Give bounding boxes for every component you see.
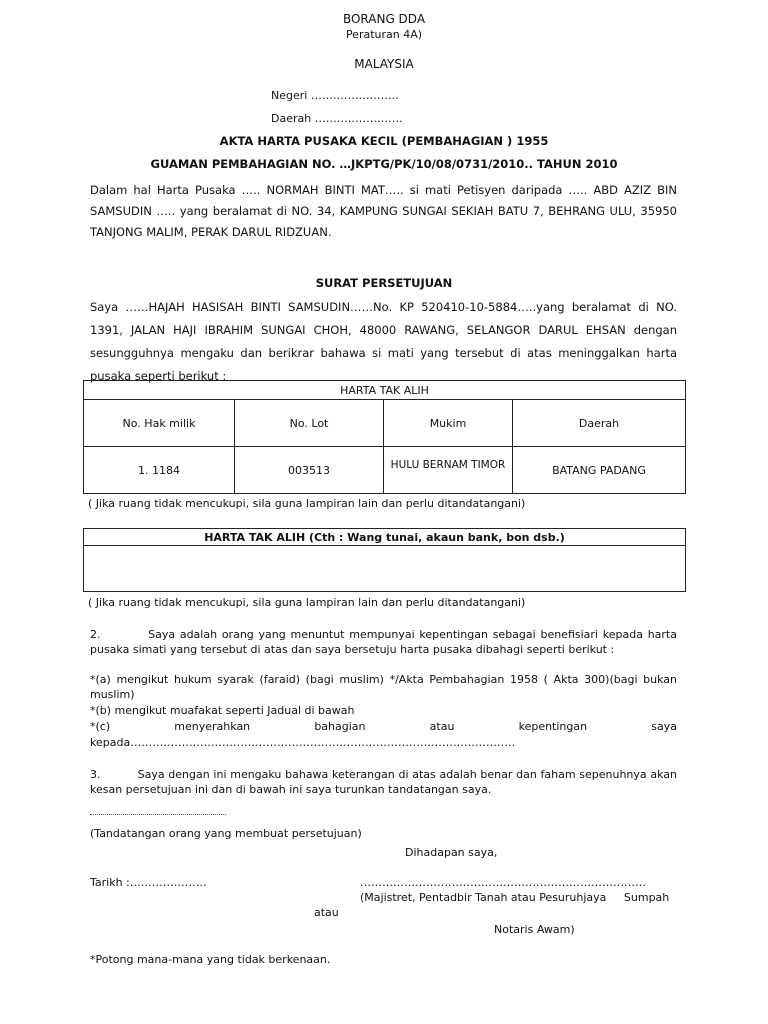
witness-title: (Majistret, Pentadbir Tanah atau Pesuruhjaya Sumpah — [360, 891, 670, 904]
regulation-ref: Peraturan 4A) — [345, 28, 423, 41]
act-title: AKTA HARTA PUSAKA KECIL (PEMBAHAGIAN ) 1955 — [219, 134, 549, 148]
country-title: MALAYSIA — [354, 57, 414, 71]
option-c-tail: kepada…………………………………………………………………………………………… — [90, 736, 516, 749]
header-daerah: Daerah — [513, 400, 686, 447]
option-c-line — [90, 720, 677, 733]
before-me-text: Dihadapan saya, — [405, 846, 498, 859]
witness-signature-dots: …………………………………………………………………… — [360, 876, 646, 889]
immovable-table-note: ( Jika ruang tidak mencukupi, sila guna lampiran lain dan perlu ditandatangani) — [88, 497, 526, 510]
option-c-word: saya — [651, 720, 677, 733]
movable-table-note: ( Jika ruang tidak mencukupi, sila guna lampiran lain dan perlu ditandatangani) — [88, 596, 526, 609]
footnote: *Potong mana-mana yang tidak berkenaan. — [90, 953, 331, 966]
notary-text: Notaris Awam) — [494, 923, 575, 936]
header-title-no: No. Hak milik — [84, 400, 235, 447]
movable-table-empty-cell — [84, 546, 686, 592]
header-mukim: Mukim — [384, 400, 513, 447]
case-number-line: GUAMAN PEMBAHAGIAN NO. …JKPTG/PK/10/08/0731/2010.. TAHUN 2010 — [150, 157, 618, 171]
movable-property-table — [83, 528, 686, 592]
immovable-table-title: HARTA TAK ALIH — [84, 381, 686, 400]
cell-mukim: HULU BERNAM TIMOR — [384, 447, 513, 494]
cell-title-no: 1. 1184 — [84, 447, 235, 494]
immovable-property-table — [83, 380, 686, 494]
cell-lot-no: 003513 — [235, 447, 384, 494]
table-row — [84, 447, 686, 494]
date-field: Tarikh :………………… — [90, 876, 207, 889]
option-c-word: menyerahkan — [174, 720, 251, 733]
signer-caption: (Tandatangan orang yang membuat persetujuan) — [90, 827, 362, 840]
option-c-word: kepentingan — [518, 720, 588, 733]
form-title: BORANG DDA — [342, 12, 426, 26]
option-b: *(b) mengikut muafakat seperti Jadual di bawah — [90, 704, 355, 717]
consent-title: SURAT PERSETUJUAN — [315, 276, 453, 290]
consent-paragraph: Saya ……HAJAH HASISAH BINTI SAMSUDIN……No. KP 520410-10-5884…..yang beralamat di NO. 1391, JALAN HAJI IBRAHIM SUNGAI CHOH, 48000 RAWANG, SELANGOR DARUL EHSAN dengan sesungguhnya mengaku dan berikrar bahawa si mati yang tersebut di atas meninggalkan harta pusaka seperti berikut : — [90, 300, 677, 383]
signature-line — [90, 814, 226, 815]
daerah-field: Daerah …………………… — [271, 112, 403, 125]
option-c-word: bahagian — [314, 720, 366, 733]
header-lot-no: No. Lot — [235, 400, 384, 447]
section-3-text: 3. Saya dengan ini mengaku bahawa keterangan di atas adalah benar dan faham sepenuhnya akan kesan persetujuan ini dan di bawah ini saya turunkan tandatangan saya. — [90, 768, 681, 796]
option-c-word: *(c) — [90, 720, 111, 733]
negeri-field: Negeri …………………… — [271, 89, 399, 102]
intro-paragraph: Dalam hal Harta Pusaka ….. NORMAH BINTI MAT….. si mati Petisyen daripada ….. ABD AZIZ BIN SAMSUDIN ….. yang beralamat di NO. 34, KAMPUNG SUNGAI SEKIAH BATU 7, BEHRANG ULU, 35950 TANJONG MALIM, PERAK DARUL RIDZUAN. — [90, 183, 677, 239]
cell-daerah: BATANG PADANG — [513, 447, 686, 494]
atau-text: atau — [314, 906, 339, 919]
movable-table-title: HARTA TAK ALIH (Cth : Wang tunai, akaun bank, bon dsb.) — [84, 529, 686, 546]
option-a: *(a) mengikut hukum syarak (faraid) (bagi muslim) */Akta Pembahagian 1958 ( Akta 300)(bagi bukan muslim) — [90, 673, 677, 701]
section-2-text: 2. Saya adalah orang yang menuntut mempunyai kepentingan sebagai benefisiari kepada harta pusaka simati yang tersebut di atas dan saya bersetuju harta pusaka dibahagi seperti berikut : — [90, 628, 681, 656]
option-c-word: atau — [429, 720, 455, 733]
